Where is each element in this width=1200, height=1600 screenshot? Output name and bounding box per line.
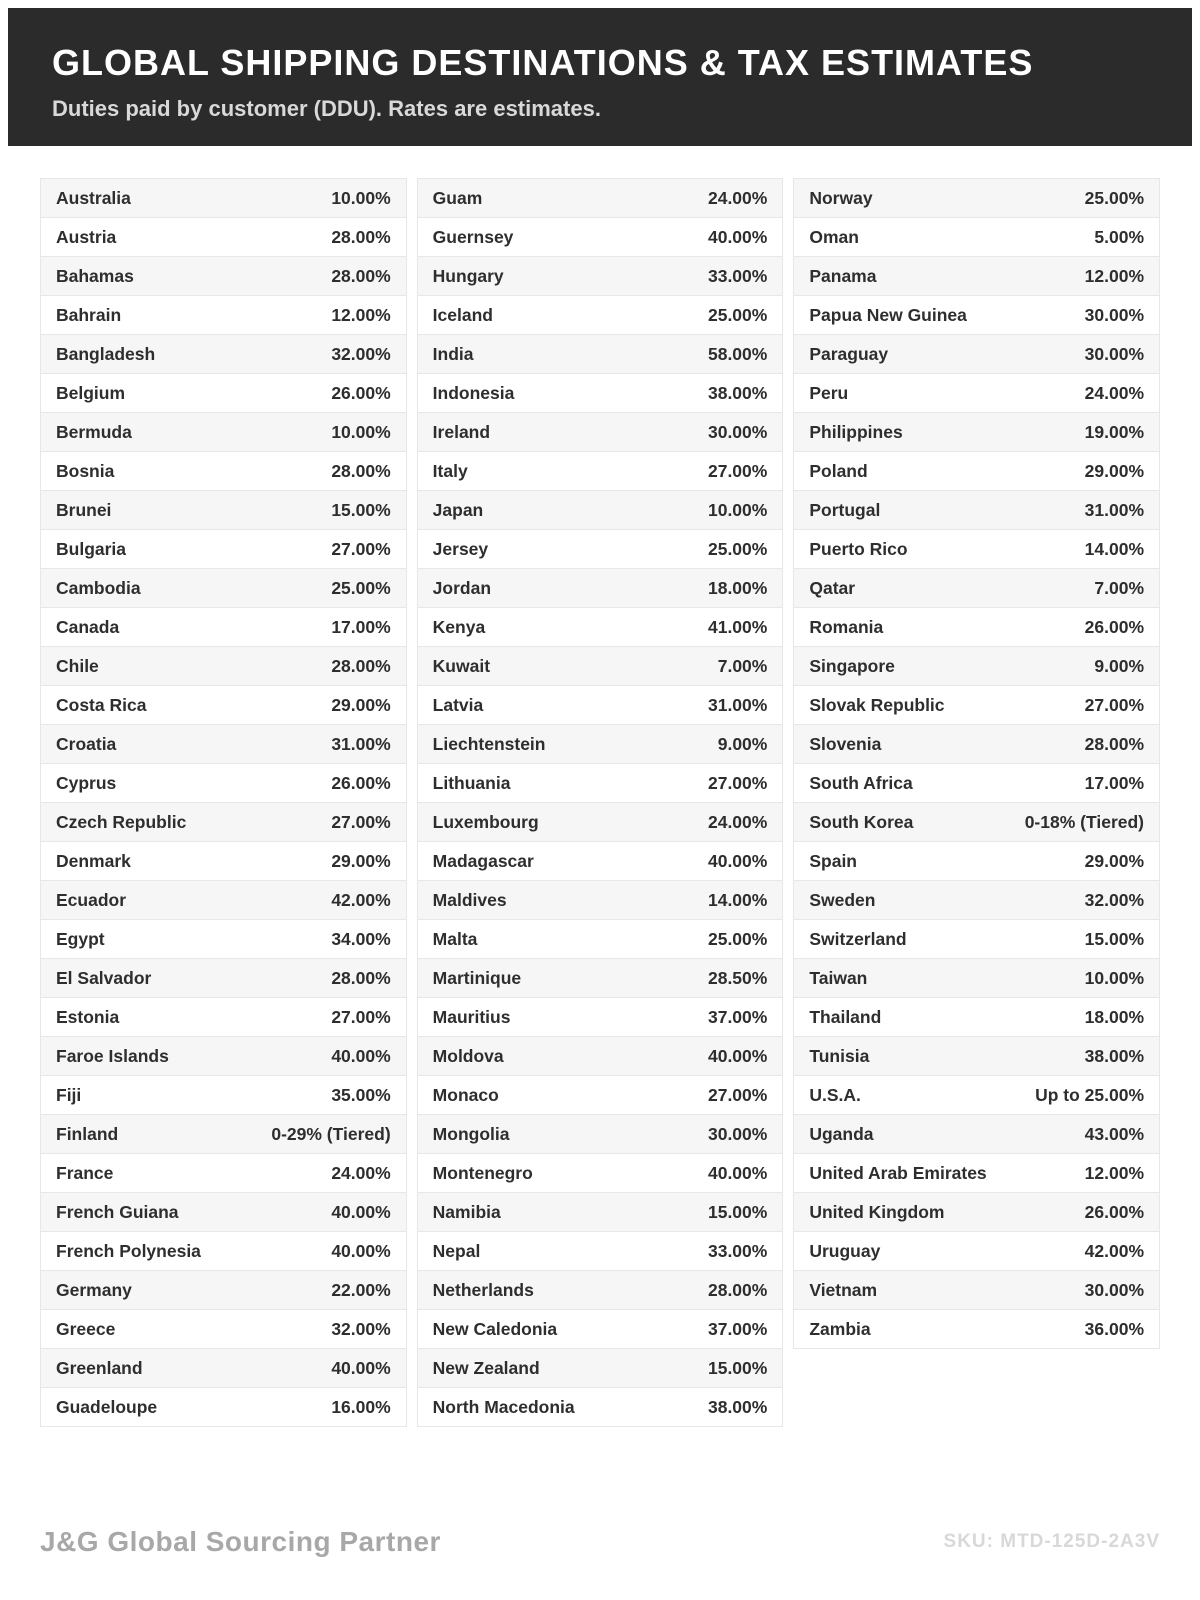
table-row — [794, 1231, 1159, 1270]
table-row — [794, 841, 1159, 880]
tax-rate: 30.00% — [707, 421, 768, 442]
country-name: Canada — [56, 616, 120, 637]
table-row — [794, 1114, 1159, 1153]
table-row — [418, 1192, 783, 1231]
table-row — [41, 1270, 406, 1309]
table-row — [41, 1348, 406, 1387]
tax-rate: 28.00% — [331, 655, 391, 676]
tax-rate: 24.00% — [1084, 382, 1145, 403]
tax-rate: 34.00% — [331, 928, 391, 949]
table-row — [41, 256, 406, 295]
table-row — [794, 802, 1159, 841]
country-name: Paraguay — [809, 343, 889, 364]
table-row — [418, 179, 783, 217]
table-row — [41, 490, 406, 529]
country-name: Liechtenstein — [432, 733, 546, 754]
tax-rate: 7.00% — [717, 655, 768, 676]
tax-rate: 42.00% — [1084, 1240, 1145, 1261]
tax-rate: 33.00% — [707, 265, 768, 286]
country-name: Nepal — [432, 1240, 481, 1261]
table-row — [418, 802, 783, 841]
country-name: Monaco — [432, 1084, 499, 1105]
country-name: Greece — [56, 1318, 116, 1339]
country-name: Finland — [56, 1123, 119, 1144]
sku-text: SKU: MTD-125D-2A3V — [943, 1531, 1160, 1552]
country-name: Denmark — [56, 850, 131, 871]
tax-rate: 17.00% — [1084, 772, 1145, 793]
tax-rate: Up to 25.00% — [1035, 1084, 1145, 1105]
tax-rate: 0-18% (Tiered) — [1024, 811, 1145, 832]
page-subtitle: Duties paid by customer (DDU). Rates are estimates. — [52, 96, 601, 121]
country-name: Bosnia — [56, 460, 115, 481]
tax-rate: 24.00% — [707, 811, 768, 832]
brand-text: J&G Global Sourcing Partner — [40, 1526, 441, 1557]
header — [8, 8, 1192, 146]
country-name: France — [56, 1162, 114, 1183]
tax-rate: 40.00% — [331, 1240, 391, 1261]
country-name: Guernsey — [432, 226, 514, 247]
tax-rate: 33.00% — [707, 1240, 768, 1261]
country-name: Australia — [56, 187, 131, 208]
table-row — [794, 880, 1159, 919]
tax-rate: 18.00% — [707, 577, 768, 598]
tax-rate: 40.00% — [707, 1162, 768, 1183]
table-row — [794, 412, 1159, 451]
tax-rate: 0-29% (Tiered) — [271, 1123, 391, 1144]
table-row — [41, 412, 406, 451]
tax-rate: 15.00% — [707, 1201, 768, 1222]
footer — [40, 1526, 1160, 1558]
table-row — [41, 724, 406, 763]
country-name: Poland — [809, 460, 868, 481]
table-row — [794, 607, 1159, 646]
tax-rate: 27.00% — [331, 811, 391, 832]
country-name: Iceland — [432, 304, 493, 325]
country-name: Japan — [432, 499, 484, 520]
table-row — [41, 295, 406, 334]
table-row — [41, 568, 406, 607]
tax-rate: 27.00% — [331, 1006, 391, 1027]
country-name: Luxembourg — [432, 811, 539, 832]
tax-rate: 9.00% — [1094, 655, 1145, 676]
tax-rate: 12.00% — [331, 304, 391, 325]
tax-rate: 25.00% — [707, 928, 768, 949]
tax-rate: 28.50% — [707, 967, 768, 988]
tax-rate: 26.00% — [1084, 1201, 1145, 1222]
tax-rate: 5.00% — [1094, 226, 1145, 247]
tax-rate: 12.00% — [1084, 265, 1145, 286]
tax-rate: 40.00% — [331, 1045, 391, 1066]
country-name: Tunisia — [809, 1045, 870, 1066]
table-row — [41, 1387, 406, 1426]
country-name: French Polynesia — [56, 1240, 201, 1261]
country-name: United Arab Emirates — [809, 1162, 987, 1183]
country-name: Fiji — [56, 1084, 82, 1105]
tax-rate: 18.00% — [1084, 1006, 1145, 1027]
table-row — [794, 1075, 1159, 1114]
tax-rate: 30.00% — [1084, 1279, 1145, 1300]
table-row — [418, 451, 783, 490]
country-name: Romania — [809, 616, 884, 637]
table-row — [418, 217, 783, 256]
table-row — [41, 997, 406, 1036]
table-row — [41, 179, 406, 217]
tax-rate: 19.00% — [1084, 421, 1145, 442]
tax-rate: 40.00% — [707, 1045, 768, 1066]
tax-rate: 24.00% — [707, 187, 768, 208]
table-row — [41, 1192, 406, 1231]
country-name: Ireland — [432, 421, 491, 442]
table-row — [41, 1114, 406, 1153]
tax-rate: 17.00% — [331, 616, 391, 637]
table-row — [418, 490, 783, 529]
table-row — [794, 334, 1159, 373]
table-row — [418, 1231, 783, 1270]
tax-rate: 25.00% — [707, 538, 768, 559]
table-row — [41, 1036, 406, 1075]
country-name: Papua New Guinea — [809, 304, 967, 325]
table-row — [418, 841, 783, 880]
country-name: Netherlands — [432, 1279, 534, 1300]
country-name: Latvia — [432, 694, 484, 715]
tax-rate: 31.00% — [707, 694, 768, 715]
tax-rate: 24.00% — [331, 1162, 391, 1183]
tax-rate: 10.00% — [331, 421, 391, 442]
table-row — [794, 295, 1159, 334]
rates-table — [40, 178, 1160, 1427]
country-name: Norway — [809, 187, 873, 208]
tax-rate: 10.00% — [1084, 967, 1145, 988]
country-name: New Zealand — [432, 1357, 540, 1378]
table-row — [41, 451, 406, 490]
tax-rate: 26.00% — [331, 772, 391, 793]
table-row — [418, 724, 783, 763]
tax-rate: 27.00% — [707, 460, 768, 481]
table-row — [418, 607, 783, 646]
country-name: Jordan — [432, 577, 492, 598]
table-row — [794, 179, 1159, 217]
tax-rate: 40.00% — [707, 850, 768, 871]
tax-rate: 28.00% — [331, 967, 391, 988]
tax-rate: 30.00% — [1084, 304, 1145, 325]
table-row — [794, 997, 1159, 1036]
table-row — [418, 295, 783, 334]
table-row — [418, 1075, 783, 1114]
country-name: Bahrain — [56, 304, 122, 325]
table-row — [794, 646, 1159, 685]
table-row — [41, 373, 406, 412]
country-name: Sweden — [809, 889, 876, 910]
country-name: Uganda — [809, 1123, 874, 1144]
table-row — [41, 763, 406, 802]
country-name: United Kingdom — [809, 1201, 945, 1222]
tax-rate: 27.00% — [331, 538, 391, 559]
table-row — [794, 373, 1159, 412]
table-row — [41, 958, 406, 997]
country-name: U.S.A. — [809, 1084, 861, 1105]
table-row — [418, 1387, 783, 1426]
country-name: Greenland — [56, 1357, 143, 1378]
country-name: Faroe Islands — [56, 1045, 169, 1066]
tax-rate: 28.00% — [331, 265, 391, 286]
country-name: North Macedonia — [432, 1396, 575, 1417]
country-name: Cyprus — [56, 772, 117, 793]
country-name: Philippines — [809, 421, 903, 442]
tax-rate: 26.00% — [1084, 616, 1145, 637]
country-name: Oman — [809, 226, 859, 247]
table-row — [41, 841, 406, 880]
country-name: Estonia — [56, 1006, 120, 1027]
tax-rate: 32.00% — [1084, 889, 1145, 910]
table-row — [794, 1270, 1159, 1309]
table-row — [418, 1036, 783, 1075]
country-name: New Caledonia — [432, 1318, 558, 1339]
table-row — [41, 607, 406, 646]
country-name: Mauritius — [432, 1006, 511, 1027]
table-row — [41, 1231, 406, 1270]
table-row — [418, 646, 783, 685]
table-row — [418, 1309, 783, 1348]
tax-rate: 29.00% — [331, 850, 391, 871]
table-row — [41, 529, 406, 568]
tax-rate: 30.00% — [707, 1123, 768, 1144]
country-name: Costa Rica — [56, 694, 147, 715]
table-row — [418, 1270, 783, 1309]
tax-rate: 22.00% — [331, 1279, 391, 1300]
country-name: Kenya — [432, 616, 486, 637]
country-name: Indonesia — [432, 382, 515, 403]
tax-rate: 25.00% — [1084, 187, 1145, 208]
table-row — [794, 1309, 1159, 1348]
country-name: South Africa — [809, 772, 913, 793]
country-name: El Salvador — [56, 967, 152, 988]
country-name: Panama — [809, 265, 877, 286]
tax-rate: 37.00% — [707, 1318, 768, 1339]
table-row — [794, 919, 1159, 958]
tax-rate: 7.00% — [1094, 577, 1145, 598]
table-row — [794, 256, 1159, 295]
country-name: Bermuda — [56, 421, 132, 442]
table-row — [418, 1114, 783, 1153]
country-name: Chile — [56, 655, 99, 676]
country-name: French Guiana — [56, 1201, 179, 1222]
country-name: Czech Republic — [56, 811, 187, 832]
country-name: Bangladesh — [56, 343, 156, 364]
table-row — [418, 412, 783, 451]
tax-rate: 38.00% — [707, 1396, 768, 1417]
table-row — [418, 685, 783, 724]
tax-rate: 27.00% — [707, 1084, 768, 1105]
tax-rate: 28.00% — [707, 1279, 768, 1300]
table-row — [41, 1309, 406, 1348]
table-row — [41, 217, 406, 256]
country-name: Guam — [432, 187, 483, 208]
tax-rate: 31.00% — [1084, 499, 1145, 520]
tax-rate: 15.00% — [331, 499, 391, 520]
rates-column-3 — [793, 178, 1160, 1349]
country-name: Madagascar — [432, 850, 534, 871]
table-row — [418, 919, 783, 958]
tax-rate: 29.00% — [1084, 850, 1145, 871]
table-row — [794, 217, 1159, 256]
country-name: Slovenia — [809, 733, 882, 754]
country-name: Portugal — [809, 499, 881, 520]
tax-rate: 28.00% — [331, 226, 391, 247]
country-name: Lithuania — [432, 772, 511, 793]
tax-rate: 10.00% — [331, 187, 391, 208]
table-row — [418, 880, 783, 919]
table-row — [41, 646, 406, 685]
table-row — [794, 685, 1159, 724]
country-name: Italy — [432, 460, 468, 481]
tax-rate: 26.00% — [331, 382, 391, 403]
table-row — [418, 1153, 783, 1192]
tax-rate: 28.00% — [1084, 733, 1145, 754]
country-name: Germany — [56, 1279, 132, 1300]
tax-rate: 32.00% — [331, 1318, 391, 1339]
table-row — [41, 802, 406, 841]
country-name: Maldives — [432, 889, 507, 910]
tax-rate: 25.00% — [331, 577, 391, 598]
tax-rate: 25.00% — [707, 304, 768, 325]
country-name: Switzerland — [809, 928, 907, 949]
country-name: Martinique — [432, 967, 522, 988]
tax-rate: 29.00% — [1084, 460, 1145, 481]
table-row — [418, 256, 783, 295]
country-name: South Korea — [809, 811, 914, 832]
tax-rate: 16.00% — [331, 1396, 391, 1417]
country-name: Cambodia — [56, 577, 141, 598]
country-name: Croatia — [56, 733, 117, 754]
tax-rate: 28.00% — [331, 460, 391, 481]
tax-rate: 36.00% — [1084, 1318, 1145, 1339]
tax-rate: 15.00% — [1084, 928, 1145, 949]
country-name: Uruguay — [809, 1240, 881, 1261]
country-name: Moldova — [432, 1045, 504, 1066]
table-row — [794, 529, 1159, 568]
tax-rate: 35.00% — [331, 1084, 391, 1105]
tax-rate: 9.00% — [717, 733, 768, 754]
tax-rate: 10.00% — [707, 499, 768, 520]
tax-rate: 40.00% — [331, 1201, 391, 1222]
table-row — [794, 451, 1159, 490]
country-name: Montenegro — [432, 1162, 533, 1183]
country-name: Belgium — [56, 382, 126, 403]
tax-rate: 12.00% — [1084, 1162, 1145, 1183]
tax-rate: 31.00% — [331, 733, 391, 754]
country-name: Peru — [809, 382, 849, 403]
country-name: Ecuador — [56, 889, 127, 910]
table-row — [794, 763, 1159, 802]
country-name: Namibia — [432, 1201, 501, 1222]
table-row — [794, 568, 1159, 607]
country-name: India — [432, 343, 474, 364]
tax-rate: 27.00% — [707, 772, 768, 793]
table-row — [794, 1192, 1159, 1231]
country-name: Brunei — [56, 499, 112, 520]
country-name: Singapore — [809, 655, 895, 676]
table-row — [418, 529, 783, 568]
country-name: Hungary — [432, 265, 504, 286]
country-name: Kuwait — [432, 655, 491, 676]
table-row — [418, 373, 783, 412]
country-name: Zambia — [809, 1318, 871, 1339]
table-row — [41, 334, 406, 373]
country-name: Bahamas — [56, 265, 134, 286]
table-row — [41, 1153, 406, 1192]
tax-rate: 38.00% — [707, 382, 768, 403]
country-name: Vietnam — [809, 1279, 878, 1300]
table-row — [794, 1036, 1159, 1075]
tax-rate: 40.00% — [331, 1357, 391, 1378]
rates-column-2 — [417, 178, 784, 1427]
tax-rate: 58.00% — [707, 343, 768, 364]
tax-rate: 27.00% — [1084, 694, 1145, 715]
country-name: Austria — [56, 226, 117, 247]
table-row — [418, 763, 783, 802]
table-row — [418, 958, 783, 997]
table-row — [418, 568, 783, 607]
rates-column-1 — [40, 178, 407, 1427]
country-name: Bulgaria — [56, 538, 127, 559]
tax-rate: 15.00% — [707, 1357, 768, 1378]
country-name: Qatar — [809, 577, 856, 598]
tax-rate: 14.00% — [707, 889, 768, 910]
table-row — [794, 490, 1159, 529]
country-name: Guadeloupe — [56, 1396, 158, 1417]
tax-rate: 37.00% — [707, 1006, 768, 1027]
tax-rate: 41.00% — [707, 616, 768, 637]
tax-rate: 32.00% — [331, 343, 391, 364]
country-name: Jersey — [432, 538, 489, 559]
table-row — [418, 334, 783, 373]
table-row — [794, 958, 1159, 997]
page-title: GLOBAL SHIPPING DESTINATIONS & TAX ESTIMATES — [52, 42, 1034, 83]
country-name: Puerto Rico — [809, 538, 908, 559]
country-name: Malta — [432, 928, 478, 949]
table-row — [41, 919, 406, 958]
country-name: Slovak Republic — [809, 694, 945, 715]
tax-rate: 40.00% — [707, 226, 768, 247]
table-row — [794, 1153, 1159, 1192]
tax-rate: 14.00% — [1084, 538, 1145, 559]
country-name: Egypt — [56, 928, 105, 949]
tax-rate: 43.00% — [1084, 1123, 1145, 1144]
country-name: Spain — [809, 850, 857, 871]
table-row — [41, 685, 406, 724]
table-row — [41, 1075, 406, 1114]
country-name: Mongolia — [432, 1123, 510, 1144]
tax-rate: 42.00% — [331, 889, 391, 910]
country-name: Thailand — [809, 1006, 882, 1027]
table-row — [418, 997, 783, 1036]
table-row — [41, 880, 406, 919]
table-row — [418, 1348, 783, 1387]
tax-rate: 38.00% — [1084, 1045, 1145, 1066]
country-name: Taiwan — [809, 967, 868, 988]
table-row — [794, 724, 1159, 763]
tax-rate: 29.00% — [331, 694, 391, 715]
tax-rate: 30.00% — [1084, 343, 1145, 364]
